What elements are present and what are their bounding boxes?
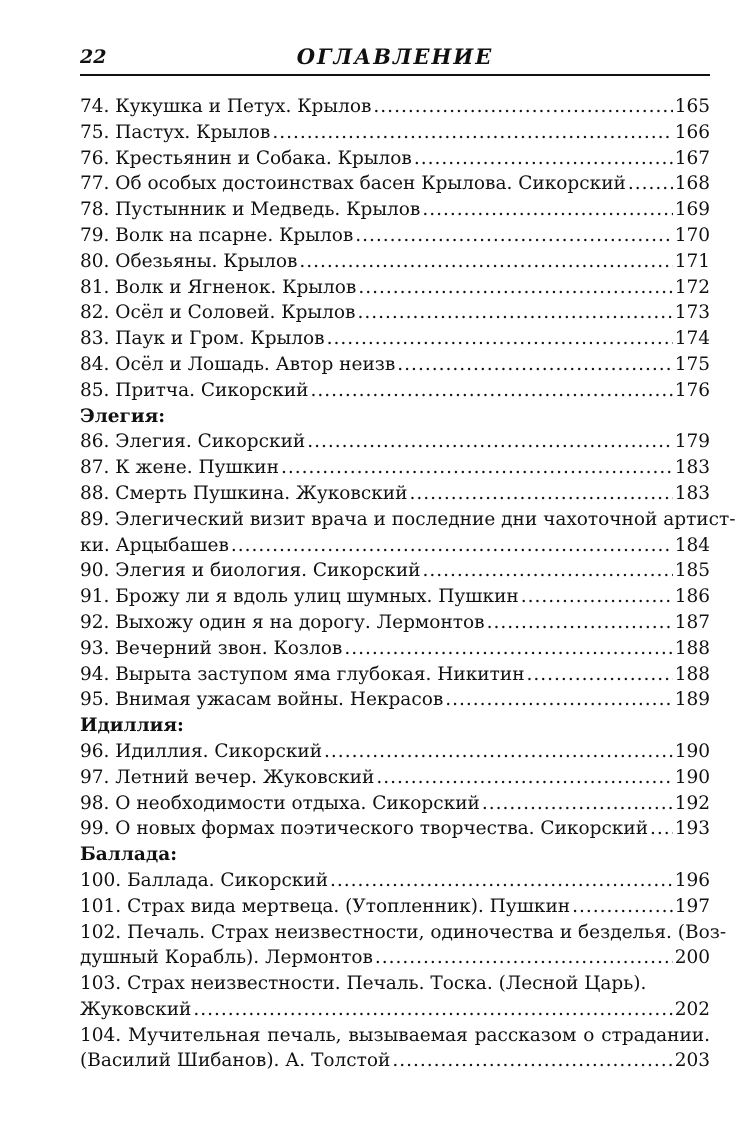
toc-entry bbox=[80, 94, 710, 120]
toc-entry-title: 90. Элегия и биология. Сикорский bbox=[80, 560, 421, 582]
dot-leader bbox=[324, 739, 673, 765]
dot-leader bbox=[376, 765, 672, 791]
toc-entry-title: 81. Волк и Ягненок. Крылов bbox=[80, 276, 357, 298]
toc-entry-title: 98. О необходимости отдыха. Сикорский bbox=[80, 792, 480, 814]
toc-page-number: 170 bbox=[674, 224, 710, 246]
toc-entry-title: 91. Брожу ли я вдоль улиц шумных. Пушкин bbox=[80, 586, 519, 608]
toc-entry bbox=[80, 558, 710, 584]
toc-entry-title: 88. Смерть Пушкина. Жуковский bbox=[80, 482, 408, 504]
toc-entry bbox=[80, 146, 710, 172]
page-header bbox=[80, 40, 710, 76]
toc-entry bbox=[80, 533, 710, 559]
dot-leader bbox=[397, 352, 672, 378]
toc-page-number: 176 bbox=[674, 379, 710, 401]
toc-entry bbox=[80, 326, 710, 352]
toc-page-number: 185 bbox=[674, 560, 710, 582]
toc-entry-line: 103. Страх неизвестности. Печаль. Тоска. (Лесной Царь). bbox=[80, 973, 647, 995]
toc-entry bbox=[80, 378, 710, 404]
toc-entry-title: 101. Страх вида мертвеца. (Утопленник). Пушкин bbox=[80, 895, 571, 917]
toc-page-number: 184 bbox=[674, 534, 710, 556]
toc-section-heading: Баллада: bbox=[80, 844, 178, 866]
toc-entry-line: 102. Печаль. Страх неизвестности, одиночества и безделья. (Воз- bbox=[80, 921, 727, 943]
toc-entry-title: 97. Летний вечер. Жуковский bbox=[80, 766, 375, 788]
toc-entry bbox=[80, 997, 710, 1023]
toc-entry bbox=[80, 481, 710, 507]
dot-leader bbox=[414, 146, 673, 172]
toc-entry bbox=[80, 662, 710, 688]
dot-leader bbox=[487, 610, 673, 636]
toc-page-number: 169 bbox=[674, 199, 710, 221]
toc-entry-title: Жуковский bbox=[80, 998, 192, 1020]
dot-leader bbox=[355, 223, 672, 249]
toc-page-number: 188 bbox=[674, 663, 710, 685]
toc-page-number: 193 bbox=[674, 818, 710, 840]
table-of-contents bbox=[80, 94, 736, 1074]
dot-leader bbox=[527, 662, 673, 688]
dot-leader bbox=[628, 171, 673, 197]
toc-entry bbox=[80, 455, 710, 481]
toc-page-number: 190 bbox=[674, 766, 710, 788]
toc-page-number: 174 bbox=[674, 328, 710, 350]
page-title: ОГЛАВЛЕНИЕ bbox=[296, 44, 494, 69]
dot-leader bbox=[521, 584, 673, 610]
toc-entry-title: 87. К жене. Пушкин bbox=[80, 457, 279, 479]
toc-entry-title: 85. Притча. Сикорский bbox=[80, 379, 309, 401]
dot-leader bbox=[358, 275, 672, 301]
dot-leader bbox=[193, 997, 672, 1023]
toc-entry bbox=[80, 636, 710, 662]
toc-entry bbox=[80, 816, 710, 842]
dot-leader bbox=[482, 791, 673, 817]
toc-entry bbox=[80, 945, 710, 971]
toc-entry bbox=[80, 275, 710, 301]
dot-leader bbox=[445, 687, 672, 713]
toc-page-number: 192 bbox=[674, 792, 710, 814]
toc-page-number: 166 bbox=[674, 121, 710, 143]
dot-leader bbox=[373, 94, 672, 120]
toc-page-number: 202 bbox=[674, 998, 710, 1020]
dot-leader bbox=[422, 197, 672, 223]
toc-entry bbox=[80, 197, 710, 223]
toc-page-number: 167 bbox=[674, 147, 710, 169]
toc-page-number: 179 bbox=[674, 431, 710, 453]
dot-leader bbox=[281, 455, 673, 481]
toc-entry-title: 94. Вырыта заступом яма глубокая. Никитин bbox=[80, 663, 525, 685]
dot-leader bbox=[375, 945, 673, 971]
toc-page-number: 183 bbox=[674, 457, 710, 479]
toc-section-heading: Элегия: bbox=[80, 405, 166, 427]
toc-page-number: 188 bbox=[674, 637, 710, 659]
dot-leader bbox=[572, 894, 673, 920]
toc-entry-title: 77. Об особых достоинствах басен Крылова. Сикорский bbox=[80, 173, 626, 195]
toc-entry bbox=[80, 868, 710, 894]
toc-entry-title: 96. Идиллия. Сикорский bbox=[80, 740, 323, 762]
toc-entry-title: 95. Внимая ужасам войны. Некрасов bbox=[80, 689, 444, 711]
toc-page-number: 200 bbox=[674, 947, 710, 969]
dot-leader bbox=[231, 533, 673, 559]
toc-entry-title: 76. Крестьянин и Собака. Крылов bbox=[80, 147, 412, 169]
toc-entry bbox=[80, 249, 710, 275]
toc-entry-title: 74. Кукушка и Петух. Крылов bbox=[80, 96, 372, 117]
toc-page-number: 189 bbox=[674, 689, 710, 711]
toc-entry-line: 104. Мучительная печаль, вызываемая рассказом о страдании. bbox=[80, 1024, 710, 1046]
toc-entry bbox=[80, 300, 710, 326]
page-number: 22 bbox=[80, 46, 107, 68]
toc-page-number: 183 bbox=[674, 482, 710, 504]
toc-entry-title: 79. Волк на псарне. Крылов bbox=[80, 224, 354, 246]
toc-page-number: 175 bbox=[674, 353, 710, 375]
toc-entry-line: 89. Элегический визит врача и последние дни чахоточной артист- bbox=[80, 508, 736, 530]
toc-page-number: 197 bbox=[674, 895, 710, 917]
toc-entry bbox=[80, 610, 710, 636]
dot-leader bbox=[423, 558, 673, 584]
toc-page-number: 187 bbox=[674, 611, 710, 633]
toc-entry bbox=[80, 1048, 710, 1074]
dot-leader bbox=[310, 378, 672, 404]
dot-leader bbox=[357, 300, 672, 326]
toc-entry-title: 84. Осёл и Лошадь. Автор неизв bbox=[80, 353, 396, 375]
toc-page-number: 165 bbox=[674, 96, 710, 117]
toc-entry-title: ки. Арцыбашев bbox=[80, 534, 229, 556]
toc-entry bbox=[80, 171, 710, 197]
toc-entry bbox=[80, 687, 710, 713]
toc-page-number: 172 bbox=[674, 276, 710, 298]
toc-page-number: 196 bbox=[674, 869, 710, 891]
book-page bbox=[80, 40, 736, 1074]
toc-entry-title: 86. Элегия. Сикорский bbox=[80, 431, 306, 453]
dot-leader bbox=[330, 868, 673, 894]
dot-leader bbox=[344, 636, 672, 662]
toc-page-number: 186 bbox=[674, 586, 710, 608]
toc-entry-title: 82. Осёл и Соловей. Крылов bbox=[80, 302, 356, 324]
toc-entry-title: 75. Пастух. Крылов bbox=[80, 121, 271, 143]
dot-leader bbox=[272, 120, 672, 146]
toc-section-heading: Идиллия: bbox=[80, 715, 184, 737]
toc-page-number: 171 bbox=[674, 250, 710, 272]
toc-entry bbox=[80, 120, 710, 146]
toc-entry bbox=[80, 584, 710, 610]
toc-page-number: 173 bbox=[674, 302, 710, 324]
toc-entry bbox=[80, 429, 710, 455]
toc-entry-title: 99. О новых формах поэтического творчества. Сикорский bbox=[80, 818, 649, 840]
toc-entry bbox=[80, 739, 710, 765]
dot-leader bbox=[299, 249, 672, 275]
toc-page-number: 203 bbox=[674, 1050, 710, 1072]
toc-entry bbox=[80, 223, 710, 249]
toc-entry-title: 78. Пустынник и Медведь. Крылов bbox=[80, 199, 421, 221]
toc-entry bbox=[80, 791, 710, 817]
toc-entry bbox=[80, 894, 710, 920]
toc-entry bbox=[80, 352, 710, 378]
toc-entry-title: 83. Паук и Гром. Крылов bbox=[80, 328, 325, 350]
toc-entry-title: душный Корабль). Лермонтов bbox=[80, 947, 373, 969]
toc-entry-title: 92. Выхожу один я на дорогу. Лермонтов bbox=[80, 611, 485, 633]
dot-leader bbox=[392, 1048, 672, 1074]
toc-entry-title: 80. Обезьяны. Крылов bbox=[80, 250, 298, 272]
toc-entry-title: 93. Вечерний звон. Козлов bbox=[80, 637, 343, 659]
toc-page-number: 190 bbox=[674, 740, 710, 762]
toc-entry bbox=[80, 765, 710, 791]
dot-leader bbox=[650, 816, 673, 842]
toc-entry-title: 100. Баллада. Сикорский bbox=[80, 869, 329, 891]
dot-leader bbox=[409, 481, 672, 507]
dot-leader bbox=[307, 429, 672, 455]
toc-page-number: 168 bbox=[674, 173, 710, 195]
toc-entry-title: (Василий Шибанов). А. Толстой bbox=[80, 1050, 391, 1072]
dot-leader bbox=[327, 326, 673, 352]
